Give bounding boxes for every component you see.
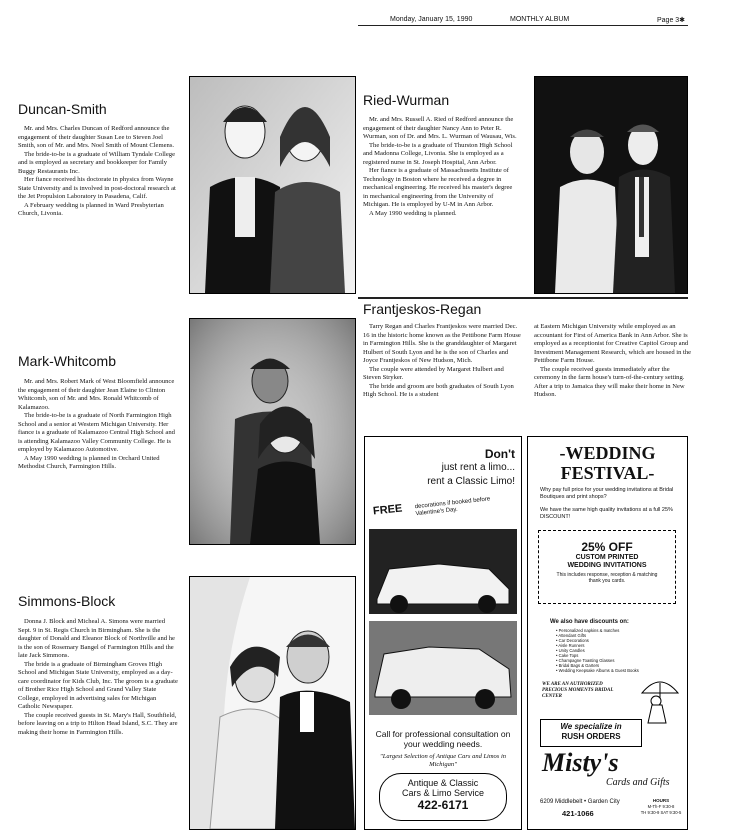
header-rule — [358, 25, 688, 26]
festival-intro: Why pay full price for your wedding invitations at Bridal Boutiques and print shops? — [540, 487, 674, 500]
article-simmons-block — [18, 618, 178, 737]
headline-ried-wurman: Ried-Wurman — [363, 92, 450, 108]
paragraph: The couple were attended by Margaret Hulbert and Steven Stryker. — [363, 365, 504, 381]
limo-ad-line3: rent a Classic Limo! — [427, 476, 515, 487]
misty-subtitle: Cards and Gifts — [606, 777, 670, 788]
festival-invitations: WEDDING INVITATIONS — [567, 562, 647, 569]
festival-off: 25% OFF — [581, 540, 633, 554]
list-item: • Attendant Gifts — [556, 633, 666, 638]
limo-ad-line2: just rent a limo... — [441, 462, 515, 473]
limo-ad-phone: 422-6171 — [417, 798, 469, 812]
list-item: • Car Decorations — [556, 638, 666, 643]
headline-frantjeskos-regan: Frantjeskos-Regan — [363, 301, 482, 317]
list-item: • Wedding Keepsake Albums & Guest Books — [556, 668, 666, 673]
limo-ad-badge-line1: Antique & Classic — [407, 778, 479, 788]
festival-discount-list — [546, 628, 666, 673]
paragraph: at Eastern Michigan University while employed as an accountant for First of America Bank in Ann Arbor. She is employed as a receptionist for Creative Capitol Group and Investment Management Research, which are housed in the Pettibone Farm House. — [534, 323, 692, 364]
misty-logo: Misty's — [542, 748, 619, 777]
paragraph: Mr. and Mrs. Russell A. Ried of Redford announce the engagement of their daughter Nancy Ann to Peter R. Wurman, son of Dr. and Mrs. L. Wurman of Wausau, Wis. — [363, 116, 517, 140]
limo-ad-consult: Call for professional consultation on your wedding needs. — [375, 729, 511, 749]
limo-ad-badge — [379, 773, 507, 821]
list-item: • Bridal Bags & Garters — [556, 663, 666, 668]
paragraph: The couple received guests immediately after the ceremony in the farm house's turn-of-the-century setting. After a trip to Jamaica they will make their home in New Hudson. — [534, 365, 685, 398]
list-item: • Personalized napkins & matches — [556, 628, 666, 633]
article-duncan-smith — [18, 125, 178, 219]
paragraph: Donna J. Block and Micheal A. Simons were married Sept. 9 in St. Regis Church in Birmingham. She is the daughter of Donald and Eleanor Block of Northville and he is the son of Rosemary Bangel of Farmington Hills and the late Jack Simmons. — [18, 618, 175, 659]
paragraph: The bride-to-be is a graduate of North Farmington High School and a senior at Western Michigan University. Her fiance is a graduate of Kalamazoo Central High School and is attending Kalamazoo Valley Community College. He is employed by Kalamazoo Automotive. — [18, 412, 175, 453]
limo-ad — [364, 436, 522, 830]
headline-simmons-block: Simmons-Block — [18, 593, 116, 609]
header-date: Monday, January 15, 1990 — [390, 16, 473, 23]
festival-rush-2: RUSH ORDERS — [561, 732, 621, 741]
limo-ad-badge-line2: Cars & Limo Service — [401, 788, 485, 798]
festival-hours-label: HOURS — [652, 798, 670, 803]
limo-ad-tagline: "Largest Selection of Antique Cars and Limos in Michigan" — [379, 753, 507, 768]
festival-includes: This includes response, reception & matching thank you cards. — [556, 572, 658, 584]
limo-ad-free: FREE — [372, 502, 403, 518]
festival-discounts-head: We also have discounts on: — [550, 619, 629, 625]
paragraph: A February wedding is planned in Ward Presbyterian Church, Livonia. — [18, 201, 164, 217]
wedding-festival-ad — [527, 436, 688, 830]
festival-address: 6209 Middlebelt • Garden City — [540, 799, 620, 805]
list-item: • Aisle Runners — [556, 643, 666, 648]
paragraph: Her fiance received his doctorate in physics from Wayne State University and is involved in post-doctoral research at the Jet Propulsion Laboratory in Pasadena, Calif. — [18, 176, 176, 200]
festival-rush-box — [540, 719, 642, 747]
paragraph: Mr. and Mrs. Charles Duncan of Redford announce the engagement of their daughter Susan Lee to Steven Joel Smith, son of Mr. and Mrs. Noel Smith of Mount Clemens. — [18, 125, 175, 149]
headline-mark-whitcomb: Mark-Whitcomb — [18, 353, 117, 369]
festival-phone: 421-1066 — [562, 809, 594, 818]
article-ried-wurman — [363, 116, 518, 218]
limo-ad-line1: Don't — [484, 447, 515, 461]
festival-authorized: WE ARE AN AUTHORIZED PRECIOUS MOMENTS BRIDAL CENTER — [542, 682, 614, 699]
paragraph: A May 1990 wedding is planned in Orchard United Methodist Church, Farmington Hills. — [18, 454, 160, 470]
headline-duncan-smith: Duncan-Smith — [18, 101, 107, 117]
paragraph: A May 1990 wedding is planned. — [369, 209, 457, 217]
festival-hours-1: M-Th-F 9:30-8 — [647, 804, 675, 809]
festival-intro-2: We have the same high quality invitations at a full 25% DISCOUNT! — [540, 507, 673, 520]
paragraph: The bride-to-be is a graduate of William Tyndale College and is employed as secretary and bookkeeper for Family Buggy Restaurants Inc. — [18, 150, 176, 175]
photo-duncan-smith — [189, 76, 356, 294]
header-page: Page 3✱ — [657, 17, 686, 24]
paragraph: The couple received guests in St. Mary's Hall, Southfield, before leaving on a trip to Hilton Head Island, S.C. They are making their home in Farmington Hills. — [18, 711, 178, 736]
festival-title-2: FESTIVAL- — [560, 463, 655, 483]
paragraph: Her fiance is a graduate of Massachusetts Institute of Technology in Boston where he received a degree in mechanical engineering. He received his master's degree in mechanical engineering from the University of Michigan. He is employed by U-M in Ann Arbor. — [363, 167, 513, 208]
list-item: • Champagne Toasting Glasses — [556, 658, 666, 663]
festival-coupon — [538, 530, 676, 604]
article-frantjeskos-regan-right — [534, 323, 692, 400]
paragraph: Mr. and Mrs. Robert Mark of West Bloomfield announce the engagement of their daughter Jean Elaine to Clinton Whitcomb, son of Mr. and Mrs. Ronald Whitcomb of Kalamazoo. — [18, 378, 175, 411]
festival-custom: CUSTOM PRINTED — [575, 554, 639, 561]
article-mark-whitcomb — [18, 378, 178, 472]
header-section: MONTHLY ALBUM — [510, 16, 570, 23]
limo-cars-image — [369, 529, 517, 715]
festival-rush-1: We specialize in — [560, 722, 622, 731]
photo-mark-whitcomb — [189, 318, 356, 545]
list-item: • Cake Tops — [556, 653, 666, 658]
festival-title-1: -WEDDING — [559, 443, 656, 463]
photo-ried-wurman — [534, 76, 688, 294]
umbrella-girl-icon — [640, 675, 680, 725]
festival-hours-2: TH 9:30-9 SAT 9:30-5 — [640, 810, 682, 815]
paragraph: The bride and groom are both graduates of South Lyon High School. He is a student — [363, 382, 514, 398]
paragraph: The bride-to-be is a graduate of Thurston High School and Madonna College, Livonia. She is employed as a registered nurse in St. Joseph Hospital, Ann Arbor. — [363, 141, 513, 166]
paragraph: Tarry Regan and Charles Frantjeskos were married Dec. 16 in the historic home known as the Pettibone Farm House in Farmington Hills. She is the granddaughter of Margaret Hulbert of South Lyon and he is the son of Charles and Joyce Frantjeskos of New Hudson, Mich. — [363, 323, 521, 364]
list-item: • Unity Candles — [556, 648, 666, 653]
article-frantjeskos-regan-left — [363, 323, 521, 400]
photo-simmons-block — [189, 576, 356, 830]
limo-ad-free-note: decorations if booked before Valentine's Day. — [414, 496, 491, 518]
paragraph: The bride is a graduate of Birmingham Groves High School and Michigan State University, employed as a day-care coordinator for Kids Club, Inc. The groom is a graduate of Brother Rice High School and Grand Valley State College, employed in advertising sales for Michigan Catholic Newspaper. — [18, 660, 178, 710]
section-rule — [358, 297, 688, 299]
